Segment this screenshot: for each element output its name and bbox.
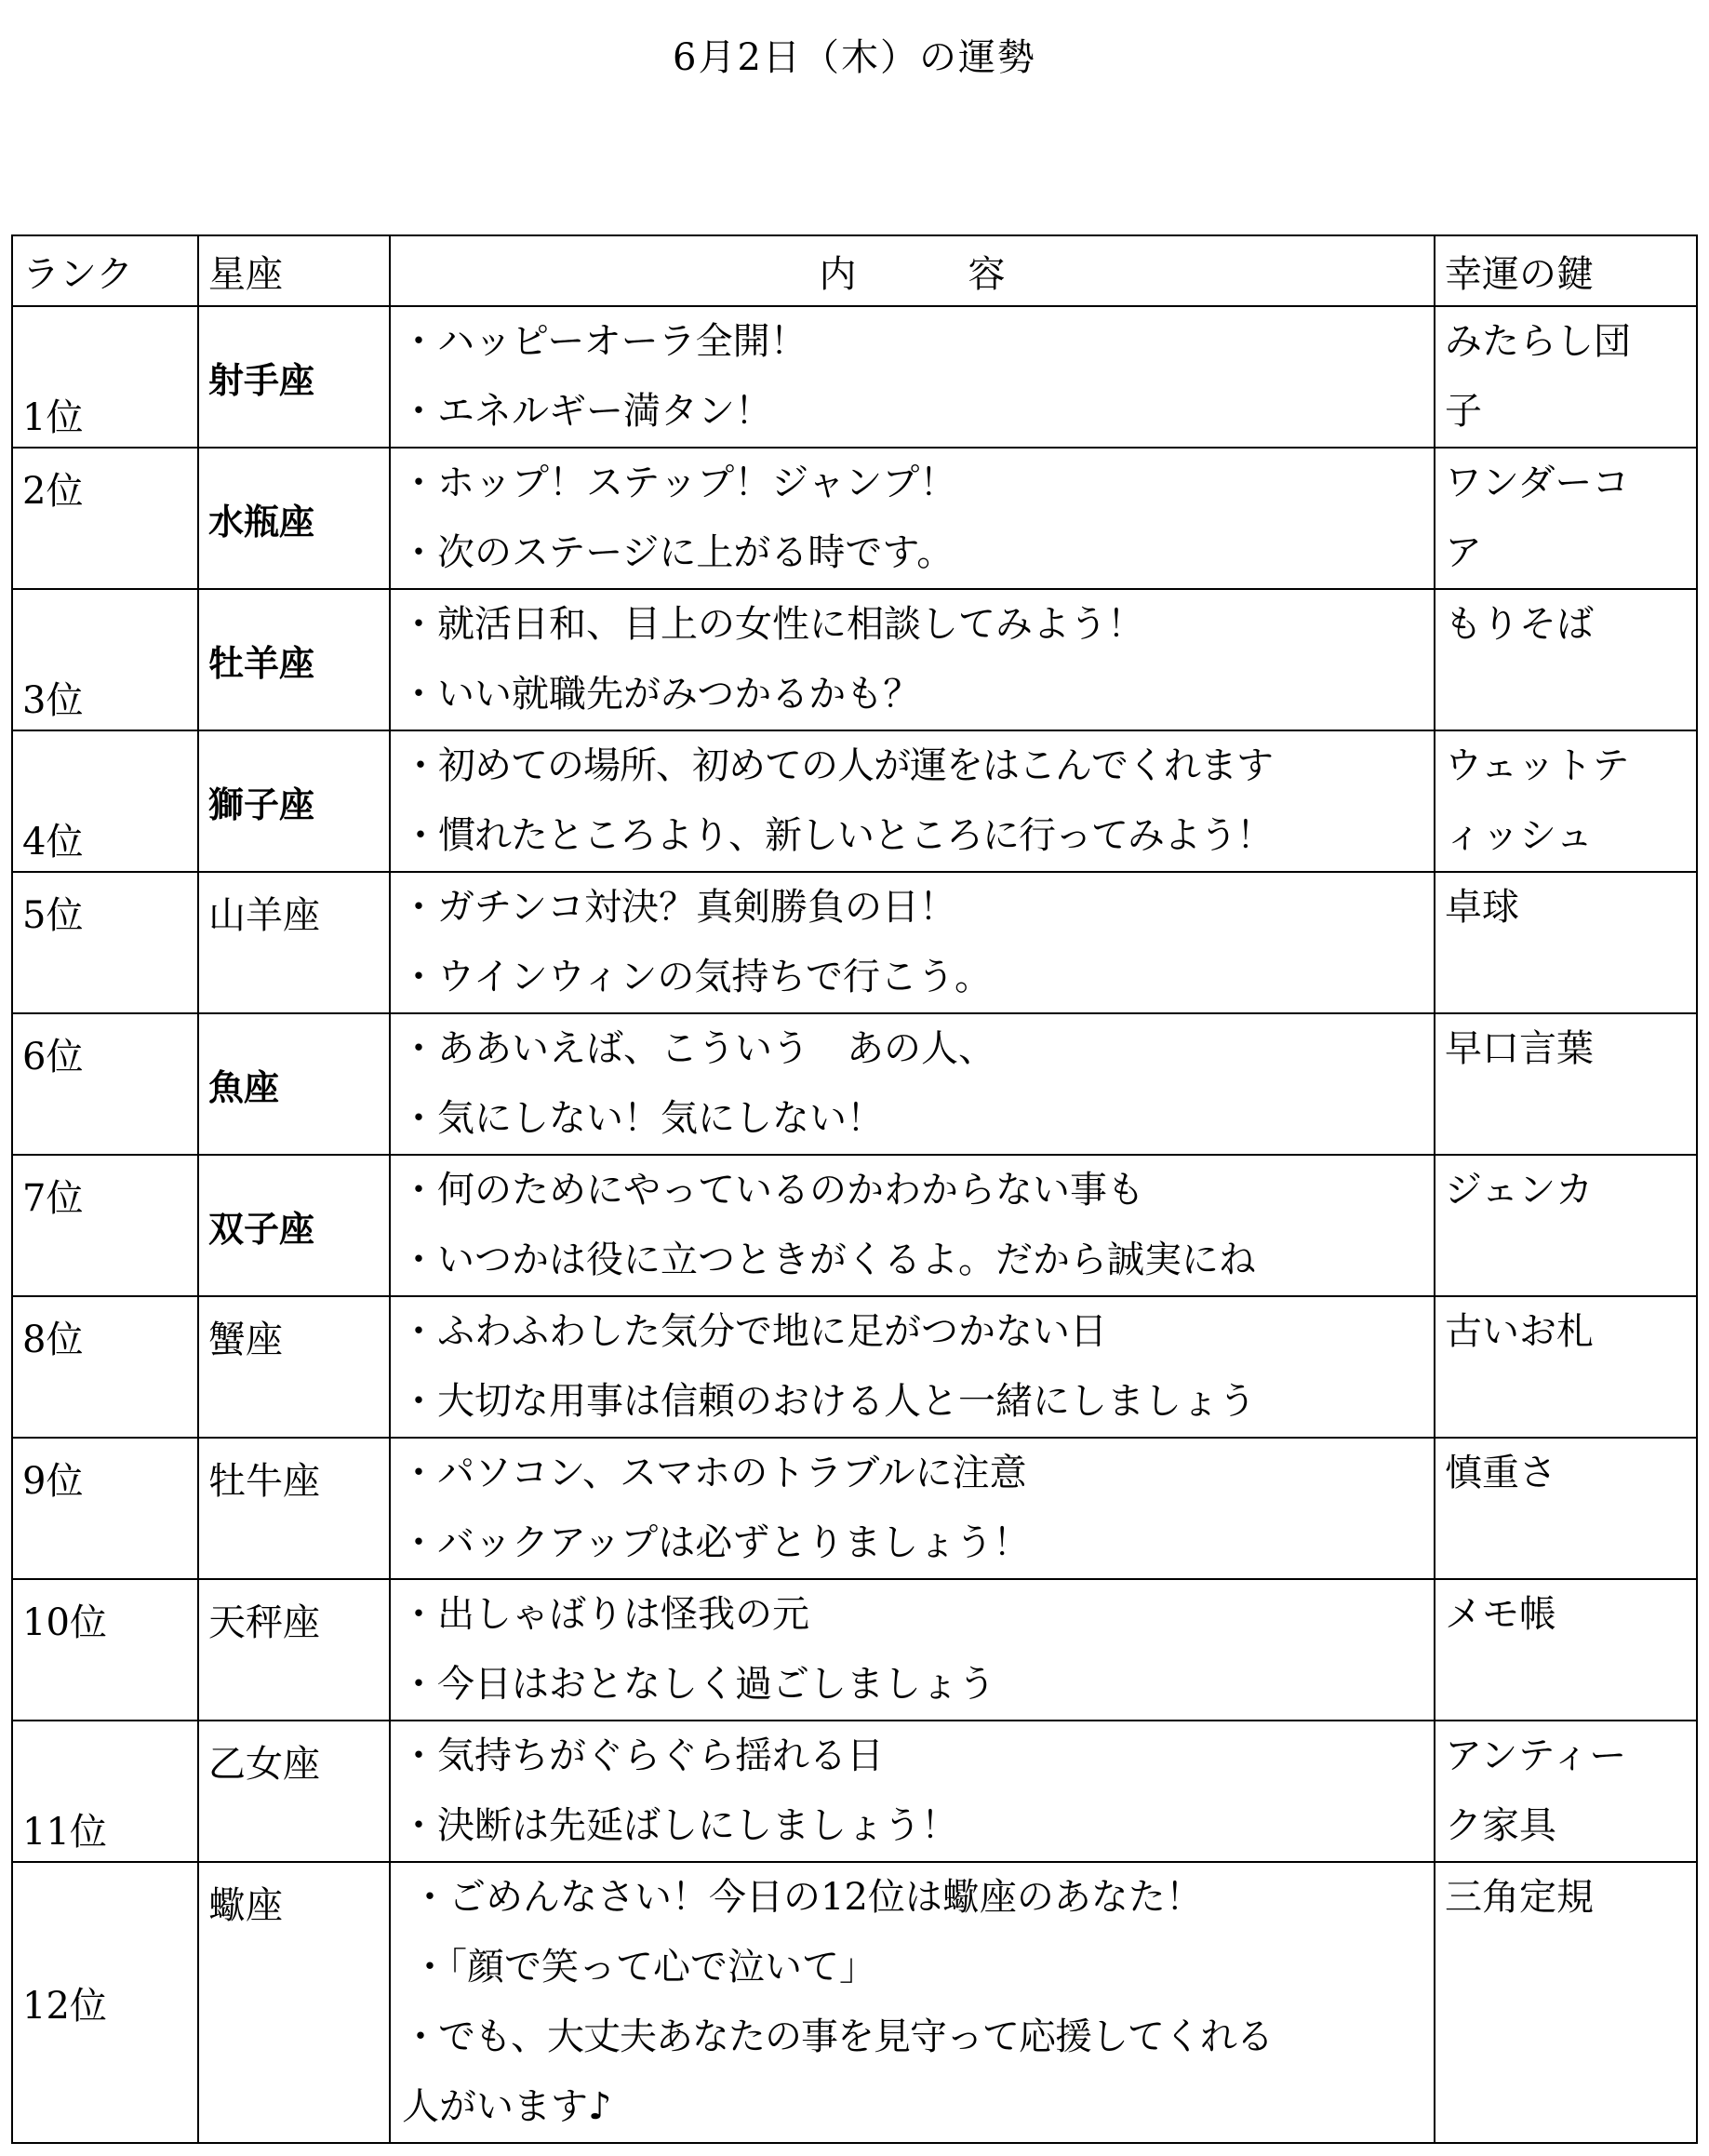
table-row <box>12 1013 1697 1155</box>
content-cell <box>390 448 1435 589</box>
key-line: 慎重さ <box>1445 1452 1556 1494</box>
content-line: ・初めての場所、初めての人が運をはこんでくれます <box>402 744 1273 787</box>
key-cell <box>1435 589 1697 730</box>
content-line: ・ああいえば、こういう あの人、 <box>400 1027 995 1070</box>
content-line: ・気にしない！気にしない！ <box>400 1097 884 1140</box>
content-cell <box>390 1721 1435 1862</box>
sign-cell: 双子座 <box>198 1155 390 1296</box>
sign-cell: 牡羊座 <box>198 589 390 730</box>
rank-cell: 8位 <box>12 1296 198 1438</box>
sign-cell: 山羊座 <box>198 872 390 1013</box>
rank-cell: 9位 <box>12 1438 198 1579</box>
key-cell <box>1435 1579 1697 1721</box>
key-cell <box>1435 1013 1697 1155</box>
content-line: ・今日はおとなしく過ごしましょう <box>400 1663 995 1706</box>
fortune-table <box>11 234 1698 2144</box>
rank-cell: 11位 <box>12 1721 198 1862</box>
key-line: 早口言葉 <box>1445 1027 1594 1070</box>
key-cell <box>1435 1296 1697 1438</box>
table-row <box>12 730 1697 872</box>
key-cell <box>1435 1155 1697 1296</box>
content-line: ・気持ちがぐらぐら揺れる日 <box>400 1734 884 1777</box>
table-row <box>12 1721 1697 1862</box>
table-row <box>12 1579 1697 1721</box>
key-cell <box>1435 1721 1697 1862</box>
rank-cell: 3位 <box>12 589 198 730</box>
content-line: ・ガチンコ対決？真剣勝負の日！ <box>400 886 956 929</box>
key-cell <box>1435 730 1697 872</box>
content-line: ・次のステージに上がる時です。 <box>400 531 955 574</box>
table-row <box>12 448 1697 589</box>
header-content: 内 容 <box>390 235 1435 306</box>
sign-cell: 牡牛座 <box>198 1438 390 1579</box>
key-line: ク家具 <box>1445 1804 1556 1847</box>
rank-cell: 2位 <box>12 448 198 589</box>
content-line: ・「顔で笑って心で泣いて」 <box>411 1946 876 1989</box>
content-cell <box>390 589 1435 730</box>
key-line: もりそば <box>1445 603 1594 646</box>
content-line: ・いつかは役に立つときがくるよ。だから誠実にね <box>400 1239 1256 1281</box>
key-cell <box>1435 448 1697 589</box>
sign-cell: 魚座 <box>198 1013 390 1155</box>
content-line: ・何のためにやっているのかわからない事も <box>400 1169 1144 1212</box>
sign-cell: 蟹座 <box>198 1296 390 1438</box>
table-row <box>12 1296 1697 1438</box>
key-cell <box>1435 1438 1697 1579</box>
rank-cell: 1位 <box>12 306 198 448</box>
header-rank: ランク <box>12 235 198 306</box>
key-line: ア <box>1445 531 1482 574</box>
key-line: 古いお札 <box>1445 1310 1594 1353</box>
content-line: ・ウインウィンの気持ちで行こう。 <box>400 956 992 998</box>
sign-cell: 水瓶座 <box>198 448 390 589</box>
content-line: ・慣れたところより、新しいところに行ってみよう！ <box>402 814 1273 857</box>
content-cell <box>390 1438 1435 1579</box>
key-line: ワンダーコ <box>1445 462 1630 504</box>
content-line: 人がいます♪ <box>402 2085 612 2128</box>
content-line: ・ごめんなさい！今日の12位は蠍座のあなた！ <box>411 1876 1203 1919</box>
rank-cell: 6位 <box>12 1013 198 1155</box>
content-cell <box>390 1579 1435 1721</box>
sign-cell: 乙女座 <box>198 1721 390 1862</box>
table-row <box>12 1155 1697 1296</box>
key-cell <box>1435 872 1697 1013</box>
sign-cell: 獅子座 <box>198 730 390 872</box>
key-line: ィッシュ <box>1445 814 1594 857</box>
header-key: 幸運の鍵 <box>1435 235 1697 306</box>
content-cell <box>390 872 1435 1013</box>
header-sign: 星座 <box>198 235 390 306</box>
content-line: ・ふわふわした気分で地に足がつかない日 <box>400 1310 1107 1353</box>
content-line: ・決断は先延ばしにしましょう！ <box>400 1804 958 1847</box>
key-line: ジェンカ <box>1445 1169 1594 1212</box>
content-line: ・パソコン、スマホのトラブルに注意 <box>400 1452 1027 1494</box>
content-line: ・でも、大丈夫あなたの事を見守って応援してくれる <box>402 2015 1273 2058</box>
content-cell <box>390 1296 1435 1438</box>
content-line: ・出しゃばりは怪我の元 <box>400 1593 809 1636</box>
content-cell <box>390 1155 1435 1296</box>
key-line: 子 <box>1445 390 1482 433</box>
content-line: ・就活日和、目上の女性に相談してみよう！ <box>400 603 1144 646</box>
content-line: ・エネルギー満タン！ <box>400 390 772 433</box>
rank-cell: 12位 <box>12 1862 198 2143</box>
table-row <box>12 589 1697 730</box>
rank-cell: 7位 <box>12 1155 198 1296</box>
content-line: ・大切な用事は信頼のおける人と一緒にしましょう <box>400 1380 1256 1423</box>
table-row <box>12 1862 1697 2143</box>
rank-cell: 10位 <box>12 1579 198 1721</box>
content-cell <box>390 1862 1435 2143</box>
sign-cell: 蠍座 <box>198 1862 390 2143</box>
key-line: メモ帳 <box>1445 1593 1556 1636</box>
key-line: ウェットテ <box>1445 744 1630 787</box>
header-row <box>12 235 1697 306</box>
rank-cell: 4位 <box>12 730 198 872</box>
table-row <box>12 872 1697 1013</box>
page-title: 6月2日（木）の運勢 <box>673 36 1036 79</box>
content-cell <box>390 730 1435 872</box>
key-cell <box>1435 1862 1697 2143</box>
content-line: ・ホップ！ステップ！ジャンプ！ <box>400 462 957 504</box>
key-line: みたらし団 <box>1445 320 1631 363</box>
table-row <box>12 306 1697 448</box>
sign-cell: 射手座 <box>198 306 390 448</box>
key-line: 三角定規 <box>1445 1876 1594 1919</box>
content-line: ・バックアップは必ずとりましょう！ <box>400 1521 1031 1564</box>
key-line: アンティー <box>1445 1734 1627 1777</box>
key-cell <box>1435 306 1697 448</box>
sign-cell: 天秤座 <box>198 1579 390 1721</box>
table-row <box>12 1438 1697 1579</box>
key-line: 卓球 <box>1445 886 1519 929</box>
content-line: ・ハッピーオーラ全開！ <box>400 320 808 363</box>
content-cell <box>390 1013 1435 1155</box>
rank-cell: 5位 <box>12 872 198 1013</box>
content-line: ・いい就職先がみつかるかも？ <box>400 673 921 716</box>
content-cell <box>390 306 1435 448</box>
